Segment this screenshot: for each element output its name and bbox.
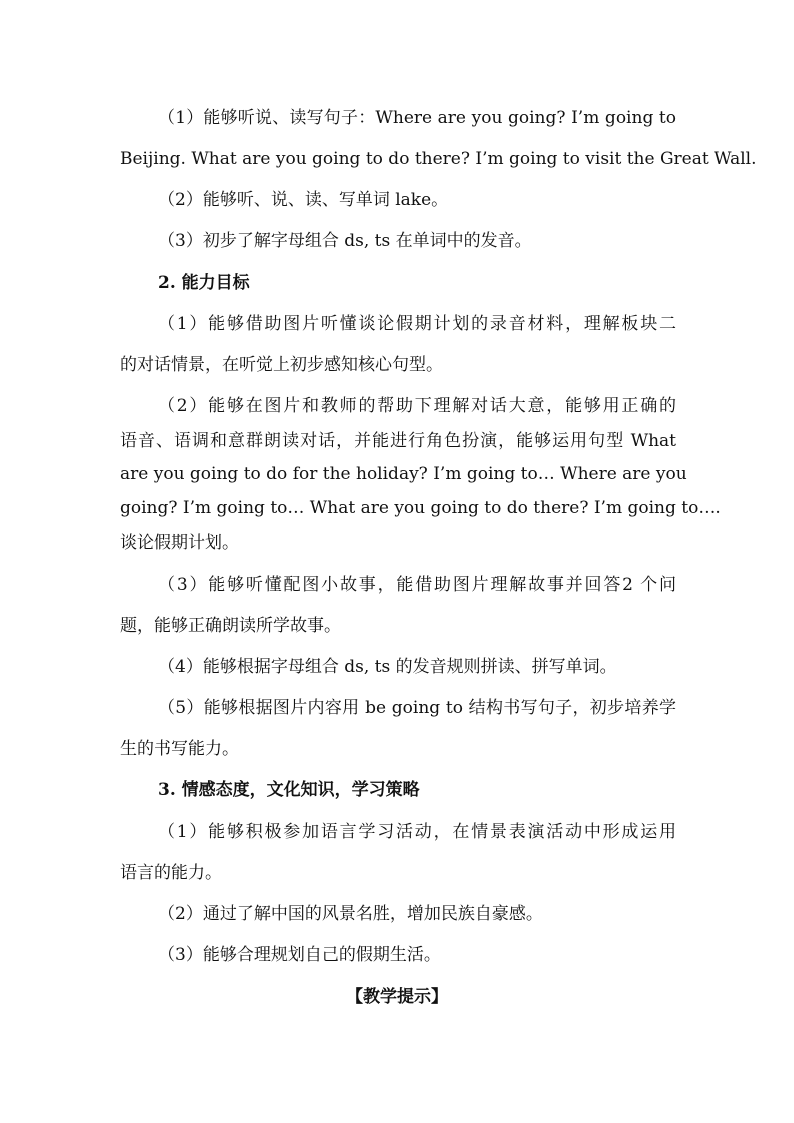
knowledge-goal-1-line-1: （1）能够听说、读写句子：Where are you going? I’m going to: [158, 108, 676, 128]
ability-goal-2-line-2: 语音、语调和意群朗读对话，并能进行角色扮演，能够运用句型 What: [120, 431, 676, 451]
ability-goal-3-line-1: （3）能够听懂配图小故事，能借助图片理解故事并回答2 个问: [158, 575, 676, 595]
ability-goal-4: （4）能够根据字母组合 ds, ts 的发音规则拼读、拼写单词。: [158, 657, 617, 677]
affect-goal-3: （3）能够合理规划自己的假期生活。: [158, 945, 441, 965]
affect-goal-1-line-2: 语言的能力。: [120, 863, 222, 883]
ability-goal-2-line-5: 谈论假期计划。: [120, 533, 239, 553]
affect-goals-heading: 3. 情感态度，文化知识，学习策略: [158, 780, 420, 800]
ability-goals-heading: 2. 能力目标: [158, 273, 250, 293]
knowledge-goal-3: （3）初步了解字母组合 ds, ts 在单词中的发音。: [158, 231, 532, 251]
knowledge-goal-1-line-2: Beijing. What are you going to do there? I’m going to visit the Great Wall.: [120, 149, 757, 169]
ability-goal-2-line-4: going? I’m going to… What are you going to do there? I’m going to….: [120, 498, 721, 518]
ability-goal-1-line-2: 的对话情景，在听觉上初步感知核心句型。: [120, 355, 443, 375]
ability-goal-1-line-1: （1）能够借助图片听懂谈论假期计划的录音材料，理解板块二: [158, 314, 676, 334]
ability-goal-5-line-2: 生的书写能力。: [120, 739, 239, 759]
knowledge-goal-2: （2）能够听、说、读、写单词 lake。: [158, 190, 449, 210]
ability-goal-5-line-1: （5）能够根据图片内容用 be going to 结构书写句子，初步培养学: [158, 698, 676, 718]
ability-goal-2-line-1: （2）能够在图片和教师的帮助下理解对话大意，能够用正确的: [158, 396, 676, 416]
affect-goal-2: （2）通过了解中国的风景名胜，增加民族自豪感。: [158, 904, 543, 924]
teaching-tips-title: 【教学提示】: [346, 987, 448, 1007]
affect-goal-1-line-1: （1）能够积极参加语言学习活动，在情景表演活动中形成运用: [158, 822, 676, 842]
ability-goal-2-line-3: are you going to do for the holiday? I’m going to… Where are you: [120, 464, 687, 484]
ability-goal-3-line-2: 题，能够正确朗读所学故事。: [120, 616, 341, 636]
